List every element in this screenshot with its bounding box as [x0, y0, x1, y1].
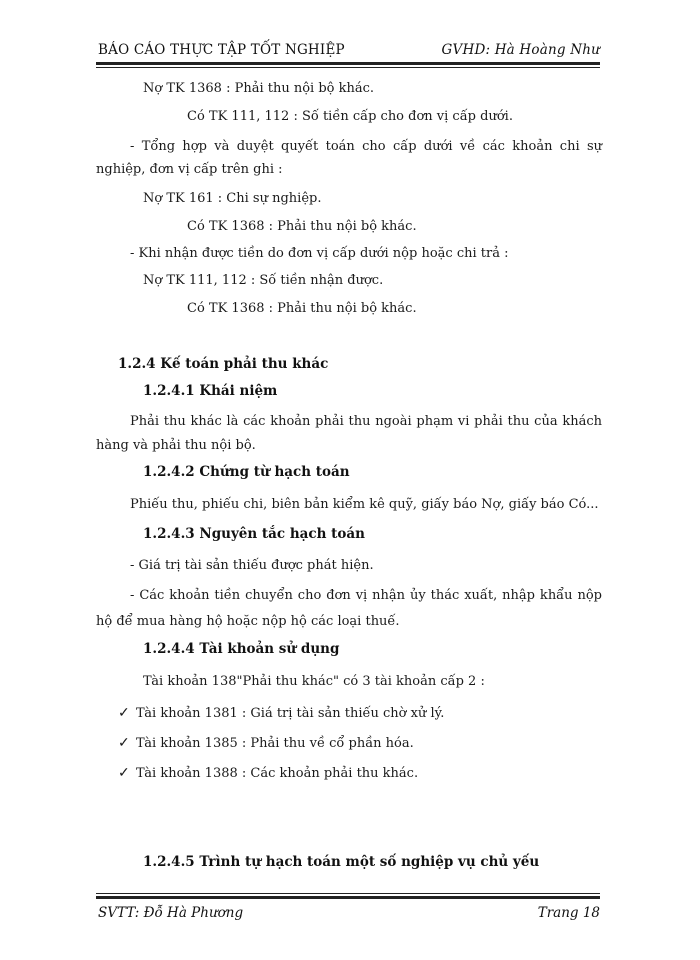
- footer-rule-thick: [96, 896, 600, 899]
- footer-rule-thin: [96, 893, 600, 894]
- subsection-heading-1-2-4-5: 1.2.4.5 Trình tự hạch toán một số nghiệp vụ chủ yếu: [143, 854, 540, 870]
- entry-credit-1368-b: Có TK 1368 : Phải thu nội bộ khác.: [187, 301, 417, 316]
- footer-page-number: Trang 18: [537, 905, 600, 921]
- principle-item-1: - Giá trị tài sản thiếu được phát hiện.: [130, 558, 374, 573]
- paragraph-settlement: - Tổng hợp và duyệt quyết toán cho cấp dưới về các khoản chi sự nghiệp, đơn vị cấp trên ghi :: [96, 139, 602, 177]
- section-heading-1-2-4: 1.2.4 Kế toán phải thu khác: [118, 356, 329, 372]
- entry-debit-1368: Nợ TK 1368 : Phải thu nội bộ khác.: [143, 81, 375, 96]
- header-advisor: GVHD: Hà Hoàng Như: [441, 42, 600, 58]
- paragraph-receive-cash: - Khi nhận được tiền do đơn vị cấp dưới nộp hoặc chi trả :: [130, 246, 509, 261]
- bullet-account-1388: [118, 763, 418, 784]
- subsection-heading-1-2-4-3: 1.2.4.3 Nguyên tắc hạch toán: [143, 526, 365, 542]
- footer-student: SVTT: Đỗ Hà Phương: [98, 905, 244, 921]
- checkmark-icon: ✓: [118, 735, 130, 751]
- bullet-account-1385: [118, 733, 414, 754]
- header-rule-thin: [96, 67, 600, 68]
- bullet-text: Tài khoản 1388 : Các khoản phải thu khác.: [136, 766, 419, 781]
- header-rule-thick: [96, 62, 600, 65]
- subsection-heading-1-2-4-2: 1.2.4.2 Chứng từ hạch toán: [143, 464, 350, 480]
- header-title: BÁO CÁO THỰC TẬP TỐT NGHIỆP: [98, 42, 345, 58]
- entry-credit-111-112: Có TK 111, 112 : Số tiền cấp cho đơn vị cấp dưới.: [187, 109, 513, 124]
- bullet-account-1381: [118, 703, 444, 724]
- bullet-text: Tài khoản 1381 : Giá trị tài sản thiếu chờ xử lý.: [136, 706, 445, 721]
- checkmark-icon: ✓: [118, 705, 130, 721]
- entry-credit-1368-a: Có TK 1368 : Phải thu nội bộ khác.: [187, 219, 417, 234]
- subsection-heading-1-2-4-1: 1.2.4.1 Khái niệm: [143, 383, 278, 399]
- subsection-heading-1-2-4-4: 1.2.4.4 Tài khoản sử dụng: [143, 641, 340, 657]
- entry-debit-161: Nợ TK 161 : Chi sự nghiệp.: [143, 191, 322, 206]
- bullet-text: Tài khoản 1385 : Phải thu về cổ phần hóa.: [136, 736, 414, 751]
- principle-item-2: - Các khoản tiền chuyển cho đơn vị nhận ủy thác xuất, nhập khẩu nộp hộ để mua hàng hộ hoặc nộp hộ các loại thuế.: [96, 588, 602, 629]
- entry-debit-111-112: Nợ TK 111, 112 : Số tiền nhận được.: [143, 273, 384, 288]
- checkmark-icon: ✓: [118, 765, 130, 781]
- paragraph-documents: Phiếu thu, phiếu chi, biên bản kiểm kê quỹ, giấy báo Nợ, giấy báo Có...: [130, 497, 599, 512]
- paragraph-definition: Phải thu khác là các khoản phải thu ngoài phạm vi phải thu của khách hàng và phải thu nội bộ.: [96, 414, 602, 453]
- paragraph-account-138: Tài khoản 138"Phải thu khác" có 3 tài khoản cấp 2 :: [143, 674, 485, 689]
